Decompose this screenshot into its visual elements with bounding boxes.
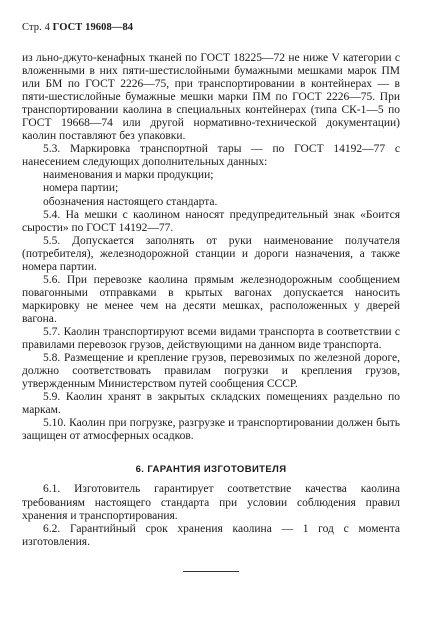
paragraph-5-4: 5.4. На мешки с каолином наносят предупредительный знак «Боится сырости» по ГОСТ 14192—77. [22, 208, 400, 234]
document-body [22, 52, 400, 572]
paragraph-5-6: 5.6. При перевозке каолина прямым железнодорожным сообщением повагонными отправками в крытых вагонах допускается наносить маркировку не менее чем на десяти мешках, расположенных у дверей вагона. [22, 273, 400, 325]
paragraph-6-2: 6.2. Гарантийный срок хранения каолина — 1 год с момента изготовления. [22, 522, 400, 548]
paragraph-5-10: 5.10. Каолин при погрузке, разгрузке и транспортировании должен быть защищен от атмосферных осадков. [22, 417, 400, 443]
standard-code: ГОСТ 19608—84 [52, 22, 134, 33]
paragraph-continuation: из льно-джуто-кенафных тканей по ГОСТ 18225—72 не ниже V категории с вложенными в них пяти-шестислойными бумажными мешками марок ПМ или БМ по ГОСТ 2226—75, при транспортировании в контейнерах — в пяти-шестислойные бумажные мешки марки ПМ по ГОСТ 2226—75. При транспортировании каолина в специальных контейнерах (типа СК-1—5 по ГОСТ 19668—74 или другой нормативно-технической документации) каолин поставляют без упаковки. [22, 52, 400, 143]
paragraph-5-8: 5.8. Размещение и крепление грузов, перевозимых по железной дороге, должно соответствовать правилам погрузки и крепления грузов, утвержденным Министерством путей сообщения СССР. [22, 352, 400, 391]
paragraph-5-5: 5.5. Допускается заполнять от руки наименование получателя (потребителя), железнодорожной станции и дороги назначения, а также номера партии. [22, 234, 400, 273]
section-title: 6. ГАРАНТИЯ ИЗГОТОВИТЕЛЯ [135, 464, 287, 476]
marking-item: номера партии; [43, 182, 119, 195]
marking-item: наименования и марки продукции; [43, 169, 214, 182]
paragraph-5-3: 5.3. Маркировка транспортной тары — по ГОСТ 14192—77 с нанесением следующих дополнительных данных: [22, 143, 400, 169]
paragraph-5-9: 5.9. Каолин хранят в закрытых складских помещениях раздельно по маркам. [22, 391, 400, 417]
paragraph-6-1: 6.1. Изготовитель гарантирует соответствие качества каолина требованиям настоящего стандарта при условии соблюдения правил хранения и транспортирования. [22, 483, 400, 522]
end-rule [183, 571, 239, 572]
page-number: Стр. 4 [22, 22, 50, 33]
marking-item: обозначения настоящего стандарта. [43, 195, 218, 208]
paragraph-5-7: 5.7. Каолин транспортируют всеми видами транспорта в соответствии с правилами перевозок грузов, действующими на данном виде транспорта. [22, 325, 400, 352]
page-header [22, 22, 133, 33]
